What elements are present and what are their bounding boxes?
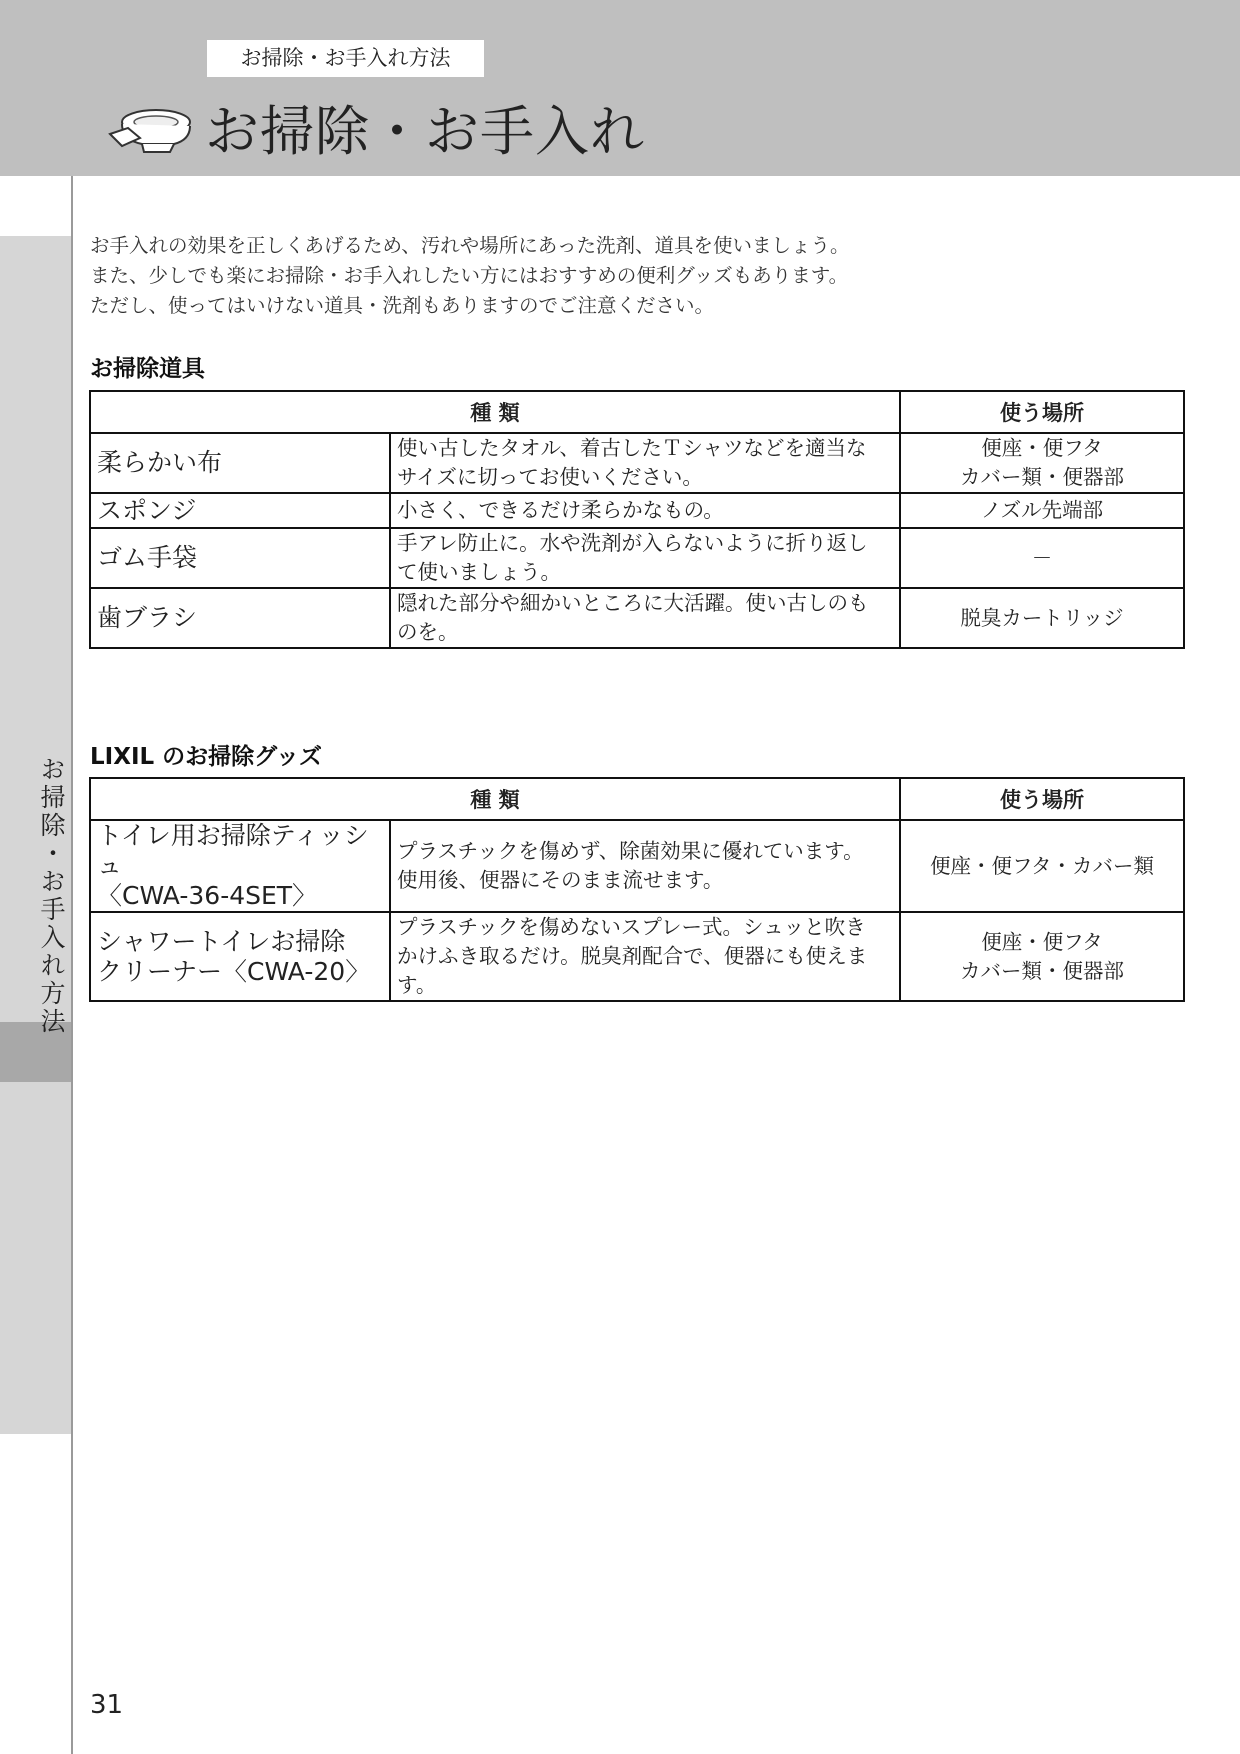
item-place: 便座・便フタ カバー類・便器部 (900, 912, 1184, 1001)
table-row (90, 528, 1184, 588)
item-name: ゴム手袋 (90, 528, 390, 588)
item-description: 使い古したタオル、着古したＴシャツなどを適当な サイズに切ってお使いください。 (390, 433, 900, 493)
item-name: シャワートイレお掃除 クリーナー〈CWA-20〉 (90, 912, 390, 1001)
tools-heading: お掃除道具 (90, 356, 205, 382)
side-rule (71, 176, 73, 1754)
item-name: スポンジ (90, 493, 390, 528)
item-name: トイレ用お掃除ティッシュ 〈CWA-36-4SET〉 (90, 820, 390, 912)
item-place: 脱臭カートリッジ (900, 588, 1184, 648)
table-row (90, 493, 1184, 528)
intro-line: また、少しでも楽にお掃除・お手入れしたい方にはおすすめの便利グッズもあります。 (90, 264, 849, 287)
item-description: 隠れた部分や細かいところに大活躍。使い古しのも のを。 (390, 588, 900, 648)
item-name: 柔らかい布 (90, 433, 390, 493)
column-header-place: 使う場所 (900, 391, 1184, 433)
table-row (90, 588, 1184, 648)
item-description: プラスチックを傷めないスプレー式。シュッと吹き かけふき取るだけ。脱臭剤配合で、便器にも使えます。 (390, 912, 900, 1001)
item-name: 歯ブラシ (90, 588, 390, 648)
table-row (90, 820, 1184, 912)
category-tag: お掃除・お手入れ方法 (207, 40, 484, 77)
item-place: 便座・便フタ カバー類・便器部 (900, 433, 1184, 493)
table-header-row (90, 778, 1184, 820)
item-description: 小さく、できるだけ柔らかなもの。 (390, 493, 900, 528)
item-place: ノズル先端部 (900, 493, 1184, 528)
goods-heading: LIXIL のお掃除グッズ (90, 744, 323, 770)
goods-table (89, 777, 1185, 1002)
intro-line: ただし、使ってはいけない道具・洗剤もありますのでご注意ください。 (90, 294, 715, 317)
toilet-seat-icon (104, 104, 194, 156)
column-header-type: 種 類 (90, 391, 900, 433)
page-number: 31 (90, 1690, 124, 1720)
item-description: 手アレ防止に。水や洗剤が入らないように折り返し て使いましょう。 (390, 528, 900, 588)
table-header-row (90, 391, 1184, 433)
page-title: お掃除・お手入れ (205, 100, 645, 163)
column-header-type: 種 類 (90, 778, 900, 820)
side-tab-label: お掃除・お手入れ方法 (37, 756, 66, 1036)
item-place: － (900, 528, 1184, 588)
tools-table (89, 390, 1185, 649)
item-place: 便座・便フタ・カバー類 (900, 820, 1184, 912)
intro-line: お手入れの効果を正しくあげるため、汚れや場所にあった洗剤、道具を使いましょう。 (90, 234, 850, 257)
item-description: プラスチックを傷めず、除菌効果に優れています。 使用後、便器にそのまま流せます。 (390, 820, 900, 912)
intro-text (90, 231, 1090, 321)
column-header-place: 使う場所 (900, 778, 1184, 820)
table-row (90, 433, 1184, 493)
table-row (90, 912, 1184, 1001)
